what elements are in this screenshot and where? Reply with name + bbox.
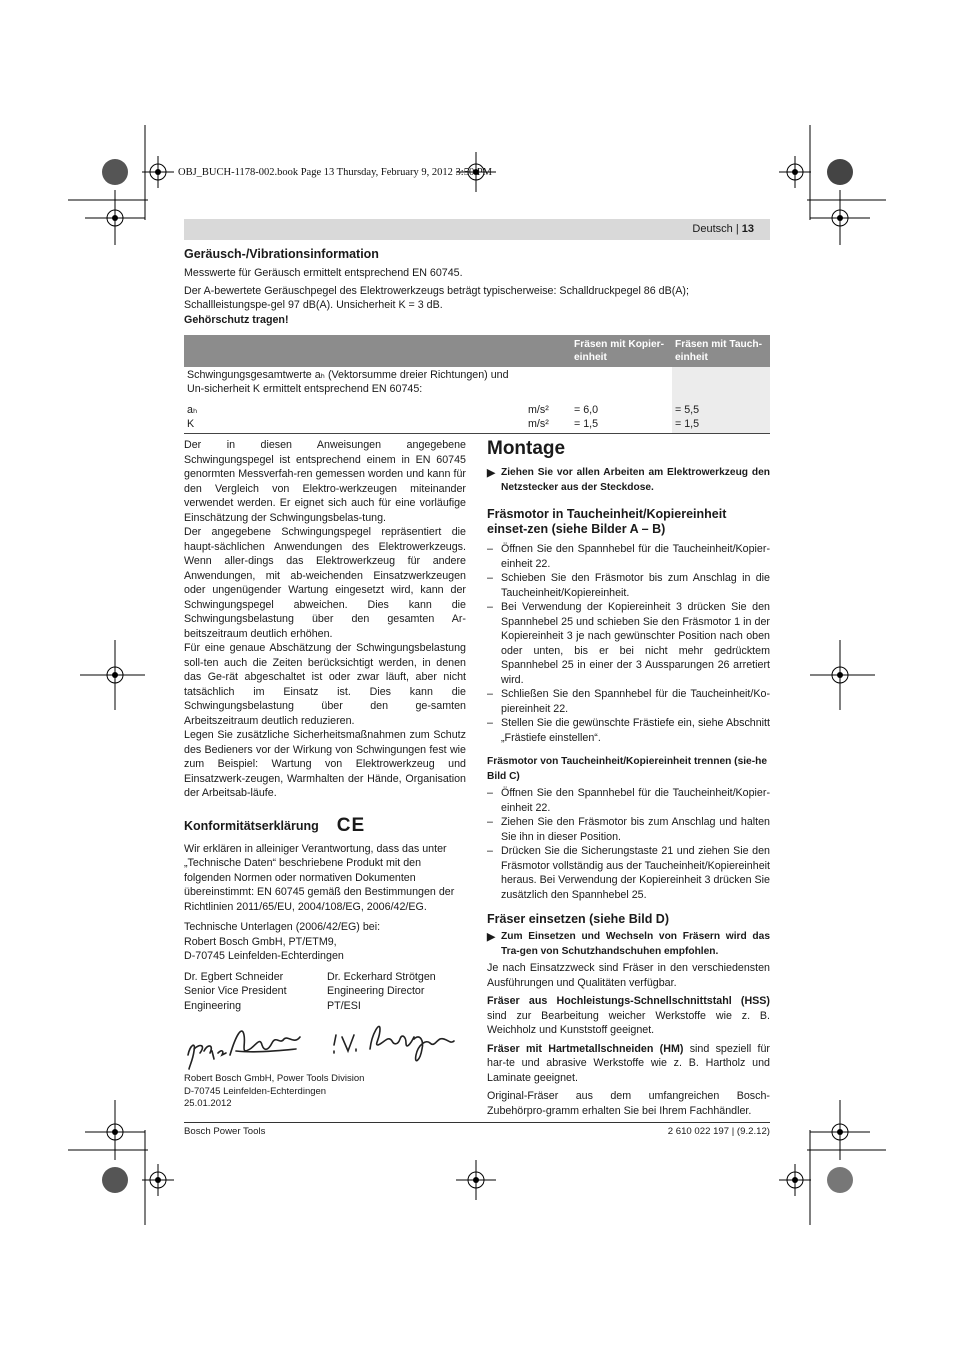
header-language: Deutsch — [692, 223, 733, 235]
montage-title: Montage — [487, 438, 566, 459]
list-item: – Ziehen Sie den Fräsmotor bis zum Anschlag und halten Sie ihn in dieser Position. — [487, 816, 770, 843]
col-copy-header: Fräsen mit Kopier-einheit — [571, 335, 672, 367]
page-number: 13 — [741, 223, 754, 235]
cutter-p3: Fräser mit Hartmetallschneiden (HM) sind speziell für har-te und abrasive Werkstoffe wie z. B. Hartholz und Laminate geeignet. — [487, 1042, 770, 1084]
section-insert-title: Fräsmotor in Taucheinheit/Kopiereinheit einset-zen (siehe Bilder A – B) — [487, 507, 727, 536]
list-item: – Schieben Sie den Fräsmotor bis zum Anschlag in die Taucheinheit/Kopiereinheit. — [487, 572, 770, 599]
insert-steps — [487, 542, 770, 745]
tech-docs-line1: Technische Unterlagen (2006/42/EG) bei: — [184, 921, 381, 933]
section-cutter-title: Fräser einsetzen (siehe Bild D) — [487, 912, 670, 926]
conformity-text: Wir erklären in alleiniger Verantwortung, dass das unter „Technische Daten“ beschriebene Produkt mit den folgenden Normen oder normativen Dokumenten übereinstimmt: EN 60745 gemäß den Bestimmungen der Richtlinien 2011/65/EU, 2004/108/EG, 2006/42/EG. — [184, 842, 455, 913]
row2-unit: m/s² — [528, 417, 549, 430]
list-item: – Drücken Sie die Sicherungstaste 21 und ziehen Sie den Fräsmotor vollständig aus der Taucheinheit/Kopiereinheit heraus. Bei Verwendung der Kopiereinheit 3 drücken Sie zusätzlich den Spannhebel 25. — [487, 845, 770, 901]
noise-title: Geräusch-/Vibrationsinformation — [184, 247, 379, 261]
address-line1: Robert Bosch GmbH, Power Tools Division — [184, 1073, 365, 1084]
footer-right: 2 610 022 197 | (9.2.12) — [667, 1126, 770, 1137]
signatory-2: Dr. Eckerhard Strötgen Engineering Director PT/ESI — [327, 970, 436, 1012]
table-desc: Schwingungsgesamtwerte aₕ (Vektorsumme dreier Richtungen) und Un-sicherheit K ermittelt entsprechend EN 60745: — [187, 369, 509, 395]
signatory-1: Dr. Egbert Schneider Senior Vice President Engineering — [184, 970, 287, 1012]
address-line2: D-70745 Leinfelden-Echterdingen — [184, 1085, 327, 1097]
right-column — [487, 438, 770, 1118]
cutter-p2: Fräser aus Hochleistungs-Schnellschnittstahl (HSS) sind zur Bearbeitung weicher Werkstoffe wie z. B. Weichholz und Kunststoff geeignet. — [487, 995, 770, 1036]
tech-docs-line2: Robert Bosch GmbH, PT/ETM9, — [184, 935, 337, 948]
ce-mark: CE — [336, 814, 366, 836]
book-line: OBJ_BUCH-1178-002.book Page 13 Thursday, February 9, 2012 3:50 PM — [178, 167, 493, 178]
noise-p2: Der A-bewertete Geräuschpegel des Elektrowerkzeugs beträgt typischerweise: Schalldruckpegel 86 dB(A); Schallleistungspe-gel 97 dB(A). Unsicherheit K = 3 dB. — [184, 284, 689, 311]
vibration-table — [184, 335, 770, 434]
page-header: Deutsch | 13 — [184, 219, 770, 240]
col-plunge-header: Fräsen mit Tauch-einheit — [672, 335, 770, 367]
section-remove-title: Fräsmotor von Taucheinheit/Kopiereinheit trennen (sie-he Bild C) — [487, 756, 768, 782]
vib-para1: Der in diesen Anweisungen angegebene Schwingungspegel ist entsprechend einem in EN 60745 genormten Messverfah-ren gemessen worden und kann für den Vergleich von Elektro-werkzeugen miteinander verwendet werden. Er eignet sich auch für eine vorläufige Einschätzung der Schwingungsbelas-tung. — [184, 439, 466, 524]
row1-unit: m/s² — [528, 404, 549, 416]
warning-gloves: Zum Einsetzen und Wechseln von Fräsern wird das Tra-gen von Schutzhandschuhen empfohlen. — [501, 931, 770, 957]
arrow-icon: ▶ — [487, 467, 496, 479]
cutter-p1: Je nach Einsatzzweck sind Fräser in den verschiedensten Ausführungen und Qualitäten verfügbar. — [487, 962, 770, 989]
conformity-title: Konformitätserklärung — [184, 818, 319, 833]
tech-docs-line3: D-70745 Leinfelden-Echterdingen — [184, 950, 344, 962]
noise-p3: Gehörschutz tragen! — [184, 313, 289, 326]
row1-copy: = 6,0 — [574, 404, 599, 416]
list-item: – Bei Verwendung der Kopiereinheit 3 drücken Sie den Spannhebel 25 und schieben Sie den Fräsmotor 1 in der Kopiereinheit 3 je nach gewünschter Position nach oben oder unten, bis er bei nicht mehr gedrücktem Spannhebel 25 in einer der 3 Aussparungen 26 arretiert wird. — [487, 601, 770, 686]
list-item: – Schließen Sie den Spannhebel für die Taucheinheit/Ko-piereinheit 22. — [487, 688, 770, 715]
handwritten-signatures — [184, 1015, 466, 1073]
vib-para4: Legen Sie zusätzliche Sicherheitsmaßnahmen zum Schutz des Bedieners vor der Wirkung von Schwingungen fest wie zum Beispiel: Wartung von Elektrowerkzeug und Einsatzwerk-zeugen, Warmhalten der Hände, Organisation der Arbeitsab-läufe. — [184, 729, 466, 799]
vib-para2: Der angegebene Schwingungspegel repräsentiert die haupt-sächlichen Anwendungen des Elektrowerkzeugs. Wenn aller-dings das Elektrowerkzeug für andere Anwendungen, mit ab-weichenden Einsatzwerkzeugen oder ungenügender Wartung eingesetzt wird, kann der Schwingungspegel abweichen. Dies kann die Schwingungsbelastung über den gesamten Ar-beitszeitraum deutlich erhöhen. — [184, 526, 466, 640]
noise-p1: Messwerte für Geräusch ermittelt entsprechend EN 60745. — [184, 267, 463, 279]
row2-copy: = 1,5 — [574, 417, 599, 430]
arrow-icon: ▶ — [487, 931, 496, 943]
cutter-p4: Original-Fräser aus dem umfangreichen Bosch-Zubehörpro-gramm erhalten Sie bei Ihrem Fachhändler. — [487, 1090, 770, 1117]
row1-plunge: = 5,5 — [675, 404, 700, 416]
date: 25.01.2012 — [184, 1098, 232, 1109]
row2-label: K — [187, 417, 195, 430]
warning-unplug: Ziehen Sie vor allen Arbeiten am Elektrowerkzeug den Netzstecker aus der Steckdose. — [501, 467, 770, 493]
noise-section — [184, 247, 770, 327]
remove-steps — [487, 786, 770, 902]
footer-rule — [184, 1122, 770, 1123]
list-item: – Öffnen Sie den Spannhebel für die Taucheinheit/Kopier-einheit 22. — [487, 787, 770, 814]
list-item: – Öffnen Sie den Spannhebel für die Taucheinheit/Kopier-einheit 22. — [487, 543, 770, 570]
footer-left: Bosch Power Tools — [184, 1126, 266, 1137]
left-column — [184, 438, 466, 1111]
row2-plunge: = 1,5 — [675, 417, 700, 430]
row1-label: aₕ — [187, 404, 198, 416]
vib-para3: Für eine genaue Abschätzung der Schwingungsbelastung soll-ten auch die Zeiten berücksichtigt werden, in denen das Ge-rät abgeschaltet ist oder zwar läuft, aber nicht tatsächlich im Einsatz ist. Dies kann die Schwingungsbelastung über den ge-samten Arbeitszeitraum deutlich reduzieren. — [184, 642, 466, 727]
list-item: – Stellen Sie die gewünschte Frästiefe ein, siehe Abschnitt „Frästiefe einstellen“. — [487, 717, 770, 744]
